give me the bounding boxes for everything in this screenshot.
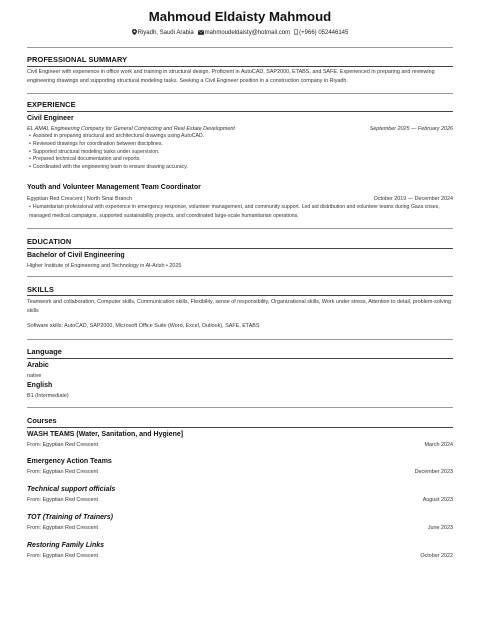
divider — [27, 111, 453, 112]
divider — [27, 66, 453, 67]
divider — [27, 339, 453, 340]
job-dates: October 2019 — December 2024 — [373, 196, 453, 202]
language-name: English — [27, 382, 53, 389]
candidate-name: Mahmoud Eldaisty Mahmoud — [148, 9, 332, 24]
language-level: B1 (Intermediate) — [27, 393, 69, 399]
course-date: October 2022 — [420, 553, 453, 559]
divider — [27, 276, 453, 277]
courses-heading: Courses — [27, 416, 57, 425]
course-from: From: Egyptian Red Crescent — [27, 553, 99, 559]
job-title: Youth and Volunteer Management Team Coordinator — [27, 184, 201, 191]
language-heading: Language — [27, 347, 62, 356]
soft-skills-text: Teamwork and collaboration, Computer skills, Communication skills, Flexibility, sense of responsibility, Organizational skills, Work under stress, Attention to detail, problem-solving skills — [27, 299, 451, 314]
course-title: WASH TEAMS (Water, Sanitation, and Hygiene] — [27, 431, 184, 438]
job-org: EL AMAL Engineering Company for General Contracting and Real Estate Development — [27, 126, 235, 132]
list-item: • Supported structural modeling tasks under supervision. — [29, 149, 453, 157]
divider — [27, 228, 453, 229]
course-from: From: Egyptian Red Crescent — [27, 525, 99, 531]
course-title: Emergency Action Teams — [27, 458, 112, 465]
divider — [27, 47, 453, 48]
education-heading: EDUCATION — [27, 237, 72, 246]
phone-text: (+966) 052446145 — [299, 30, 349, 36]
degree-title: Bachelor of Civil Engineering — [27, 252, 125, 259]
course-date: June 2023 — [427, 525, 453, 531]
language-level: native — [27, 373, 42, 379]
list-item: • Prepared technical documentation and reports. — [29, 156, 453, 164]
job-org: Egyptian Red Crescent | North Sinai Branch — [27, 196, 133, 202]
job-bullets — [29, 203, 453, 221]
course-from: From: Egyptian Red Crescent — [27, 497, 99, 503]
mail-icon — [198, 30, 204, 35]
email-link[interactable]: mahmoudeldaisty@hotmail.com — [204, 30, 291, 36]
course-title: TOT (Training of Trainers) — [27, 514, 113, 521]
skills-heading: SKILLS — [27, 285, 54, 294]
summary-text: Civil Engineer with experience in office work and training in structural design. Proficient in AutoCAD, SAP2000, ETABS, and SAFE. Experienced in preparing and reviewing engineering drawings and supporting structural modeling tasks. Seeking a Civil Engineer position in a construction company in Riyadh. — [27, 69, 435, 84]
divider — [27, 427, 453, 428]
list-item: • Coordinated with the engineering team to ensure drawing accuracy. — [29, 164, 453, 172]
course-title: Technical support officials — [27, 486, 116, 493]
course-date: March 2024 — [424, 442, 453, 448]
list-item: • Humanitarian professional with experience in emergency response, volunteer management, and community support. Led aid distribution and volunteer teams during Gaza crises, managed medical campaigns, supported sustainability projects, and coordinated large-scale humanitarian operations. — [29, 203, 453, 221]
experience-heading: EXPERIENCE — [27, 100, 76, 109]
course-title: Restoring Family Links — [27, 542, 105, 549]
school-text: Higher Institute of Engineering and Technology in Al-Arish • 2025 — [27, 263, 182, 269]
location-pin-icon — [132, 29, 137, 35]
location-text: Riyadh, Saudi Arabia — [137, 30, 194, 36]
list-item: • Assisted in preparing structural and architectural drawings using AutoCAD. — [29, 133, 453, 141]
divider — [27, 295, 453, 296]
divider — [27, 407, 453, 408]
divider — [27, 93, 453, 94]
course-from: From: Egyptian Red Crescent — [27, 469, 99, 475]
language-name: Arabic — [27, 362, 49, 369]
job-bullets — [29, 133, 453, 172]
course-date: December 2023 — [414, 469, 453, 475]
job-dates: September 2025 — February 2026 — [369, 126, 453, 132]
job-title: Civil Engineer — [27, 115, 74, 122]
contact-line — [27, 29, 453, 36]
phone-icon — [294, 29, 298, 35]
course-date: August 2023 — [422, 497, 453, 503]
course-from: From: Egyptian Red Crescent — [27, 442, 99, 448]
software-skills-text: Software skills: AutoCAD, SAP2000, Microsoft Office Suite (Word, Excel, Outlook), SAFE, ETABS — [27, 323, 260, 329]
summary-heading: PROFESSIONAL SUMMARY — [27, 55, 128, 64]
divider — [27, 248, 453, 249]
list-item: • Reviewed drawings for coordination between disciplines. — [29, 141, 453, 149]
divider — [27, 358, 453, 359]
